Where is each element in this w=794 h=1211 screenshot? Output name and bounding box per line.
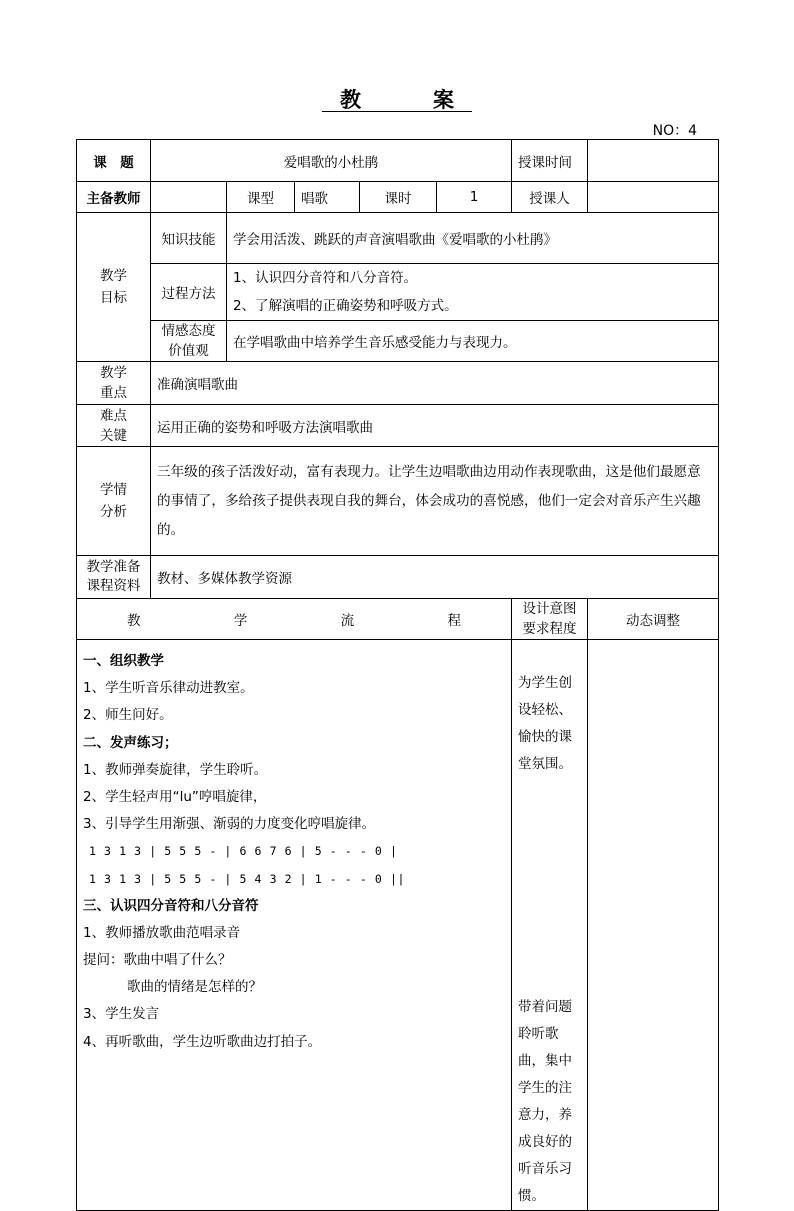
emotion-label: 情感态度 价值观 bbox=[151, 321, 227, 362]
score-line: 1 3 1 3 | 5 5 5 - | 6 6 7 6 | 5 - - - 0 | bbox=[89, 844, 398, 859]
hours-value: 1 bbox=[437, 182, 512, 213]
flow-line: 3、引导学生用渐强、渐弱的力度变化哼唱旋律。 bbox=[83, 816, 376, 833]
score-line: 1 3 1 3 | 5 5 5 - | 5 4 3 2 | 1 - - - 0 || bbox=[89, 871, 405, 886]
flow-line: 提问：歌曲中唱了什么？ bbox=[83, 952, 232, 969]
design-note-1: 为学生创设轻松、 愉快的课堂氛围。 bbox=[518, 675, 572, 772]
difficulty-label: 难点 关键 bbox=[77, 405, 151, 447]
flow-line: 4、再听歌曲，学生边听歌曲边打拍子。 bbox=[83, 1033, 322, 1050]
lesson-plan-table bbox=[76, 139, 719, 1211]
flow-line: 二、发声练习； bbox=[83, 734, 178, 751]
prep-label: 教学准备 课程资料 bbox=[77, 556, 151, 599]
lecturer-value bbox=[588, 182, 719, 213]
flow-line: 2、师生问好。 bbox=[83, 707, 173, 724]
flow-header: 教 学 流 程 bbox=[77, 599, 512, 640]
class-time-label: 授课时间 bbox=[512, 140, 588, 182]
design-note-2: 带着问题聆听歌 曲，集中学生的注 意力，养成良好的 听音乐习惯。 bbox=[518, 999, 572, 1204]
lesson-title: 爱唱歌的小杜鹃 bbox=[151, 140, 512, 182]
adjust-header: 动态调整 bbox=[588, 599, 719, 640]
analysis-text: 三年级的孩子活泼好动，富有表现力。让学生边唱歌曲边用动作表现歌曲，这是他们最愿意的事情了，多给孩子提供表现自我的舞台，体会成功的喜悦感，他们一定会对音乐产生兴趣的。 bbox=[151, 447, 719, 556]
prep-text: 教材、多媒体教学资源 bbox=[151, 556, 719, 599]
flow-line: 2、学生轻声用“lu”哼唱旋律， bbox=[83, 788, 267, 805]
teacher-label: 主备教师 bbox=[77, 182, 151, 213]
hours-label: 课时 bbox=[360, 182, 437, 213]
topic-label: 课 题 bbox=[77, 140, 151, 182]
flow-line: 3、学生发言 bbox=[83, 1006, 160, 1023]
design-notes bbox=[512, 640, 588, 1211]
flow-line: 歌曲的情绪是怎样的？ bbox=[127, 979, 262, 996]
flow-line: 三、认识四分音符和八分音符 bbox=[83, 897, 259, 914]
flow-line: 1、教师播放歌曲范唱录音 bbox=[83, 924, 241, 941]
key-label: 教学 重点 bbox=[77, 362, 151, 405]
knowledge-text: 学会用活泼、跳跃的声音演唱歌曲《爱唱歌的小杜鹃》 bbox=[227, 213, 719, 264]
process-text: 1、认识四分音符和八分音符。 2、了解演唱的正确姿势和呼吸方式。 bbox=[227, 264, 719, 321]
flow-line: 1、教师弹奏旋律，学生聆听。 bbox=[83, 761, 268, 778]
flow-content bbox=[77, 640, 512, 1211]
analysis-label: 学情 分析 bbox=[77, 447, 151, 556]
type-label: 课型 bbox=[227, 182, 295, 213]
key-text: 准确演唱歌曲 bbox=[151, 362, 719, 405]
process-label: 过程方法 bbox=[151, 264, 227, 321]
type-value: 唱歌 bbox=[295, 182, 360, 213]
document-number: NO：4 bbox=[652, 123, 697, 139]
design-header: 设计意图 要求程度 bbox=[512, 599, 588, 640]
flow-line: 1、学生听音乐律动进教室。 bbox=[83, 680, 254, 697]
difficulty-text: 运用正确的姿势和呼吸方法演唱歌曲 bbox=[151, 405, 719, 447]
emotion-text: 在学唱歌曲中培养学生音乐感受能力与表现力。 bbox=[227, 321, 719, 362]
knowledge-label: 知识技能 bbox=[151, 213, 227, 264]
goals-label: 教学 目标 bbox=[77, 213, 151, 362]
flow-line: 一、组织教学 bbox=[83, 653, 164, 669]
title-char-2: 案 bbox=[433, 88, 454, 112]
class-time-value bbox=[588, 140, 719, 182]
title-char-1: 教 bbox=[340, 88, 361, 112]
page-title bbox=[0, 84, 794, 114]
teacher-value bbox=[151, 182, 227, 213]
adjust-content bbox=[588, 640, 719, 1211]
lecturer-label: 授课人 bbox=[512, 182, 588, 213]
